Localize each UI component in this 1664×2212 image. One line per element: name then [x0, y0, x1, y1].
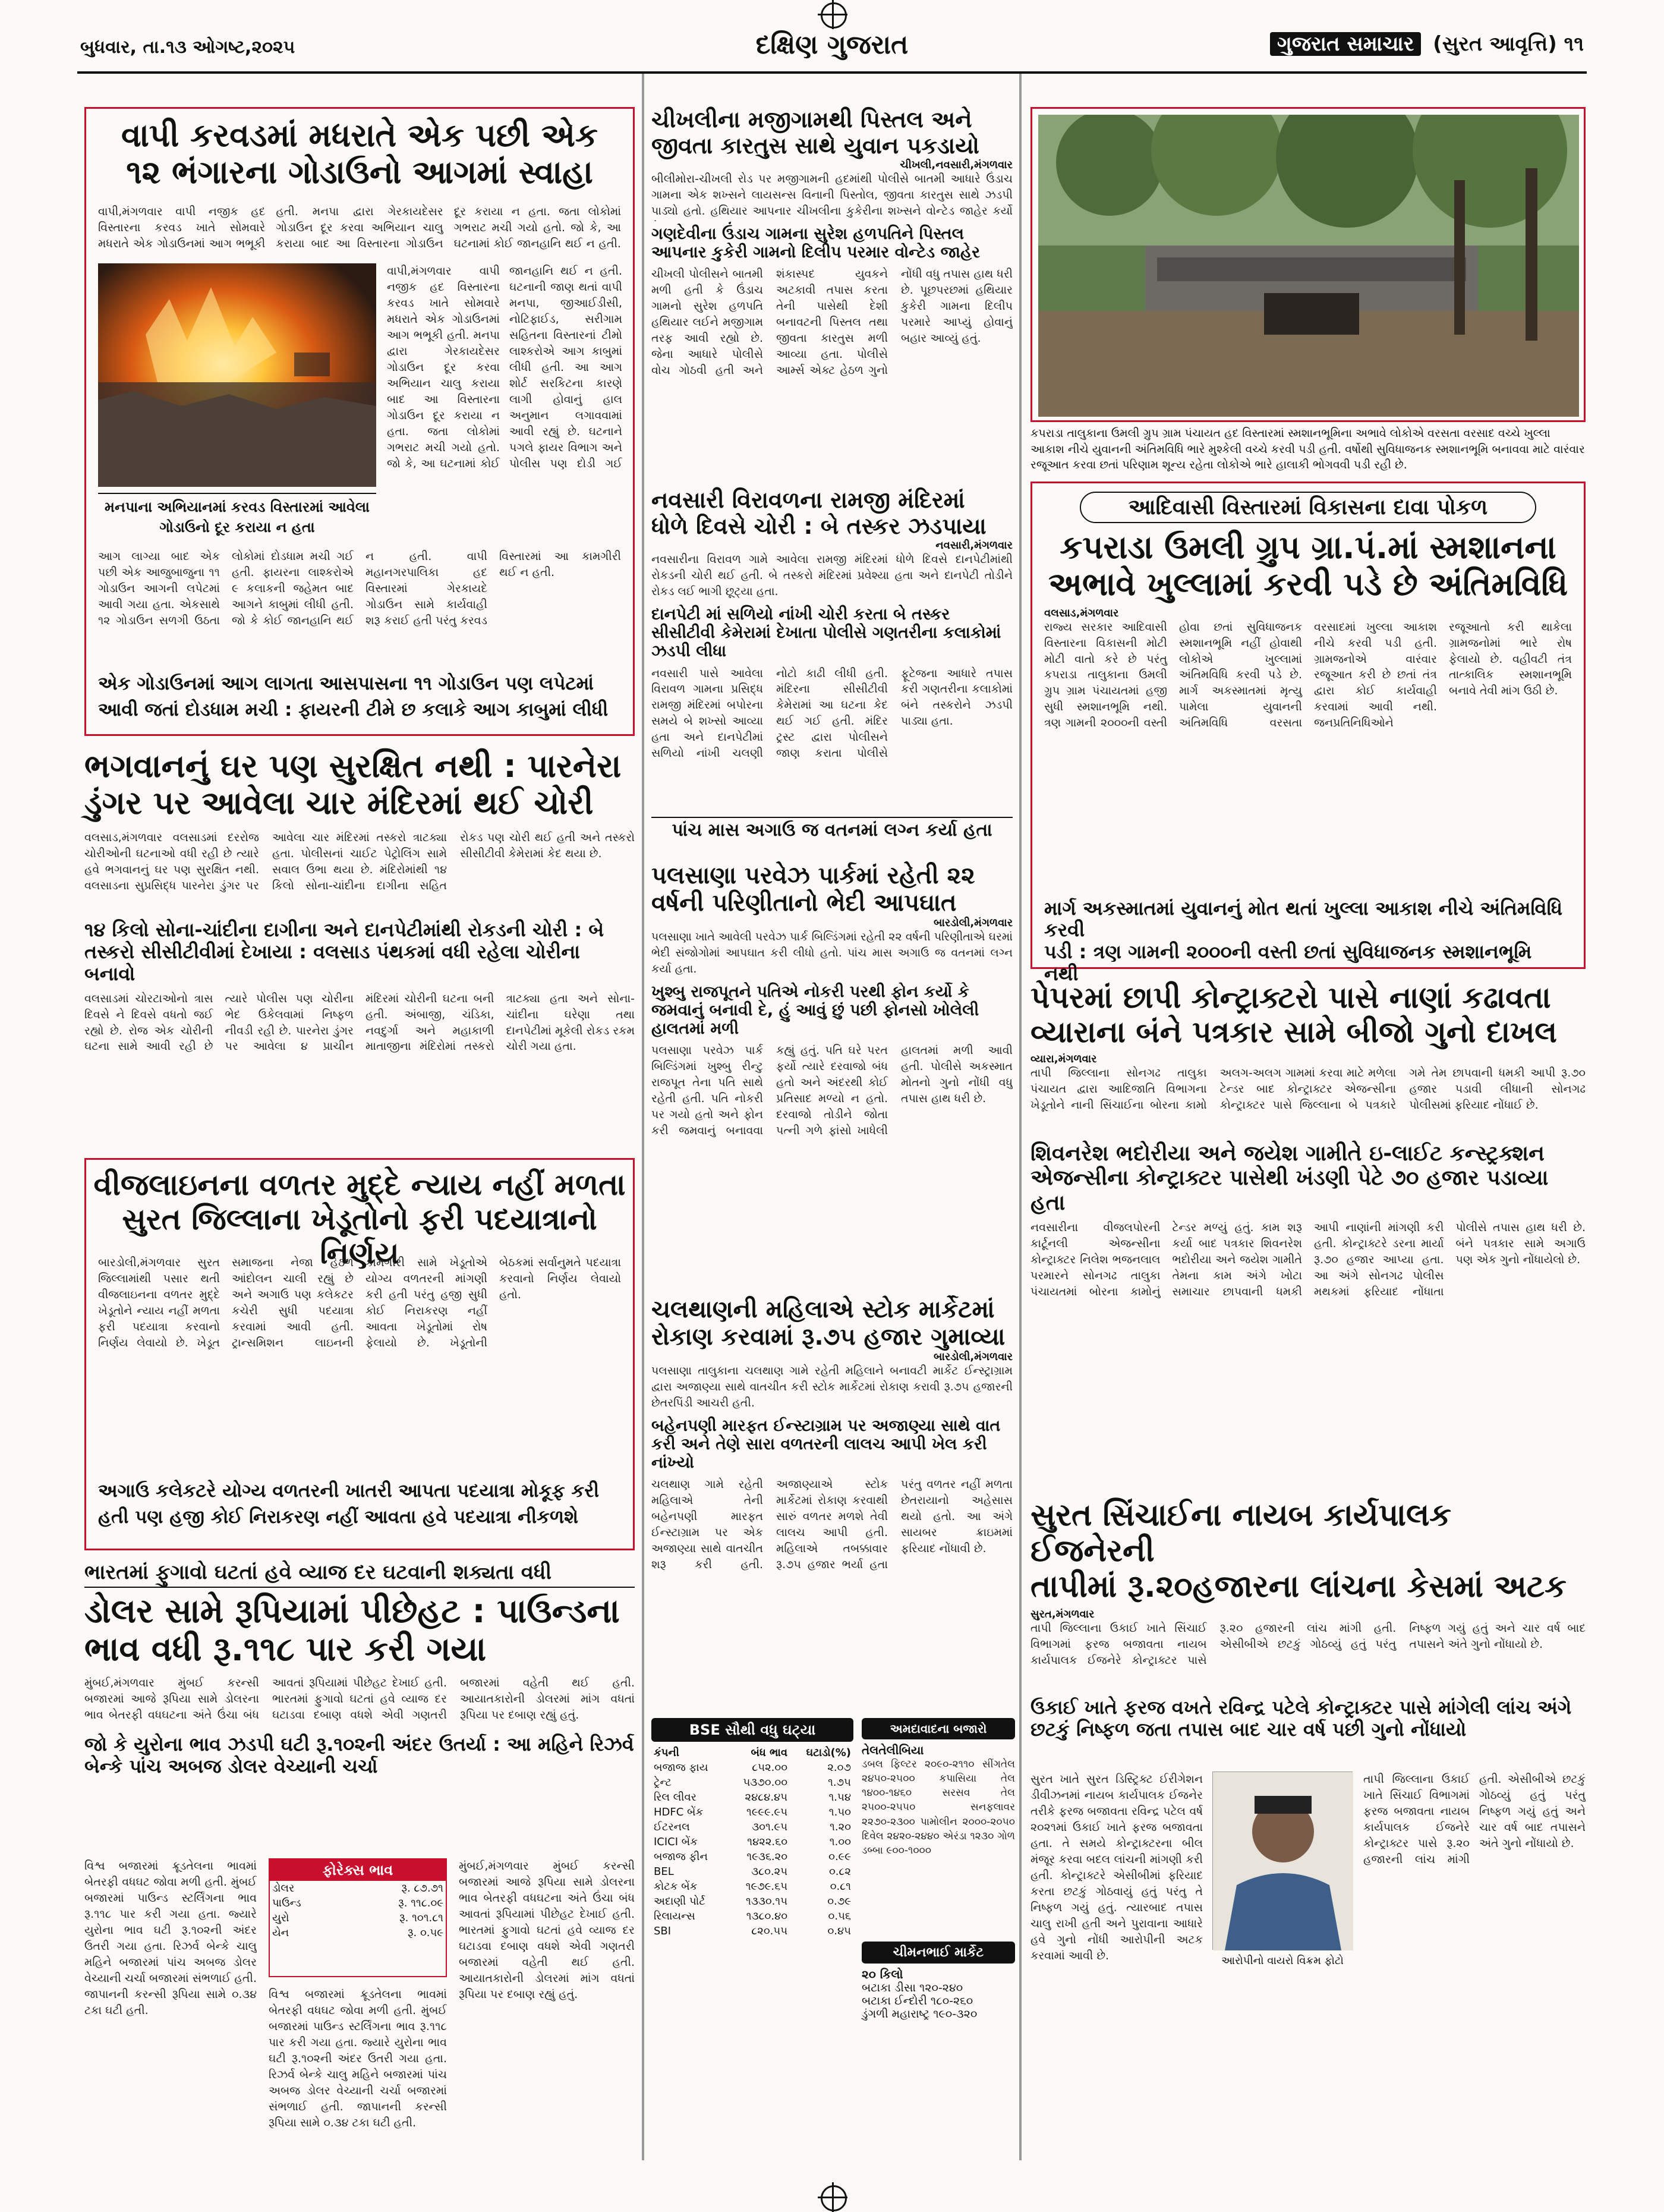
vapi-subhead-1: એક ગોડાઉનમાં આગ લાગતા આસપાસના ૧૧ ગોડાઉન પણ લપેટમાં — [98, 673, 594, 694]
kaprada-subhead-2: પડી : ત્રણ ગામની ૨૦૦૦ની વસ્તી છતાં સુવિધાજનક સ્મશાનભૂમિ નથી — [1044, 940, 1532, 985]
navsari-temple-story — [651, 487, 1013, 856]
navsari-headline-1: નવસારી વિરાવળના રામજી મંદિરમાં — [651, 487, 965, 513]
temple-body-2: વલસાડમાં ચોરટાઓનો ત્રાસ દિવસે ને દિવસે વધતો જઈ રહ્યો છે. રોજ એક ચોરીની ઘટના સામે આવી રહી છે ત્યારે પોલીસ પણ ચોરીના ભેદ ઉકેલવામાં નિષ્ફળ નીવડી રહી છે. પારનેરા ડુંગર પર આવેલા ૪ પ્રાચીન મંદિરમાં ચોરીની ઘટના બની હતી. અંબાજી, ચંડિકા, નવદુર્ગા અને મહાકાળી માતાજીના મંદિરોમાં તસ્કરો ત્રાટક્યા હતા અને સોના-ચાંદીના ઘરેણા તથા દાનપેટીમાં મૂકેલી રોકડ રકમ ચોરી ગયા હતા. — [84, 992, 635, 1053]
bse-cell-company: BEL — [654, 1865, 674, 1878]
bse-row — [651, 1864, 853, 1879]
bse-cell-company: HDFC બેંક — [654, 1806, 704, 1818]
pistol-dateline: ચીખલી,નવસારી,મંગળવાર — [900, 159, 1013, 172]
chalthan-headline-1: ચલથાણની મહિલાએ સ્ટોક માર્કેટમાં — [651, 1296, 995, 1323]
chiman-row: બટાકા ડીસા ૧૨૦-૨૪૦ — [862, 1981, 963, 1994]
bse-cell-company: SBI — [654, 1925, 672, 1937]
chalthan-body-2: ચલથાણ ગામે રહેતી મહિલાએ તેની બહેનપણી મારફત ઈન્સ્ટાગ્રામ પર એક અજાણ્યા સાથે વાતચીત શરૂ કરી હતી. અજાણ્યાએ સ્ટોક માર્કેટમાં રોકાણ કરવાથી સારું વળતર મળશે તેવી લાલચ આપી હતી. મહિલાએ તબક્કાવાર રૂ.૭૫ હજાર ભર્યા હતા પરંતુ વળતર નહીં મળતા છેતરાયાનો અહેસાસ થયો હતો. આ અંગે સાયબર ક્રાઇમમાં ફરિયાદ નોંધાવી છે. — [651, 1478, 1013, 1571]
bse-cell-company: બજાજ ફાય — [654, 1761, 708, 1774]
fire-photo-caption: મનપાના અભિયાનમાં કરવડ વિસ્તારમાં આવેલા ગોડાઉનો દૂર કરાયા ન હતા — [98, 493, 376, 537]
bse-cell-close: ૮૫૨.૦૦ — [752, 1761, 788, 1774]
bse-cell-close: ૧૪૨૨.૬૦ — [747, 1836, 788, 1848]
bse-cell-drop: ૦.૯૯ — [828, 1851, 851, 1863]
irrigation-dateline: સુરત,મંગળવાર — [1030, 1608, 1095, 1621]
rupee-headline-2: ભાવ વધી રૂ.૧૧૮ પાર કરી ગયા — [84, 1630, 487, 1669]
bse-cell-company: ટ્રેન્ટ — [654, 1776, 672, 1789]
bse-cell-drop: ૦.૫૬ — [828, 1910, 851, 1922]
bse-cell-drop: ૧.૦૦ — [829, 1836, 851, 1848]
forex-rate: રૂ. ૧૧૮.૦૯ — [398, 1897, 443, 1909]
kaprada-photo-box — [1030, 107, 1586, 422]
journalist-subhead-2: એજન્સીના કોન્ટ્રાક્ટર પાસેથી ખંડણી પેટે ૭૦ હજાર પડાવ્યા હતા — [1030, 1166, 1549, 1215]
forex-rate: રૂ. ૮૭.૭૧ — [401, 1882, 443, 1895]
bse-cell-drop: ૧.૫૦ — [828, 1806, 851, 1818]
temple-subhead: ૧૪ કિલો સોના-ચાંદીના દાગીના અને દાનપેટીમાંથી રોકડની ચોરી : બે તસ્કરો સીસીટીવીમાં દેખાયા : વલસાડ પંથકમાં વધી રહેલા ચોરીના બનાવો — [84, 918, 604, 985]
kaprada-subhead-1: માર્ગ અકસ્માતમાં યુવાનનું મોત થતાં ખુલ્લા આકાશ નીચે અંતિમવિધિ કરવી — [1044, 896, 1563, 942]
edition-label: (સુરત આવૃત્તિ) — [1433, 32, 1557, 56]
bse-cell-close: ૩૦૧.૯૫ — [752, 1821, 788, 1833]
forex-title: ફોરેક્સ ભાવ — [270, 1859, 446, 1881]
bse-col-close: બંધ ભાવ — [751, 1747, 788, 1759]
bse-table — [651, 1745, 853, 1939]
palsana-subhead: ખુશ્બુ રાજપૂતને પતિએ નોકરી પરથી ફોન કર્યો કે જમવાનું બનાવી દે, હું આવું છું પછી ફોનસો ખોલેલી હાલતમાં મળી — [651, 983, 979, 1039]
pistol-subhead: ગણદેવીના ઉંડાચ ગામના સુરેશ હળપતિને પિસ્તલ આપનાર કુકેરી ગામનો દિલીપ પરમાર વોન્ટેડ જાહેર — [651, 225, 981, 262]
chiman-market-title: ચીમનભાઈ માર્કેટ — [862, 1942, 1015, 1964]
bse-row — [651, 1835, 853, 1849]
powerline-farmers-story — [84, 1158, 635, 1550]
powerline-headline-2: સુરત જિલ્લાના ખેડૂતોનો ફરી પદયાત્રાનો નિર્ણય — [122, 1201, 597, 1270]
navsari-kicker: પાંચ માસ અગાઉ જ વતનમાં લગ્ન કર્યા હતા — [651, 817, 1013, 841]
vapi-body-1: વાપી,મંગળવાર વાપી નજીક હદ વિસ્તારના કરવડ ખાતે સોમવારે મધરાતે એક ગોડાઉનમાં આગ ભભૂકી હતી. મનપા દ્વારા ગેરકાયદેસર ગોડાઉન દૂર કરવા અભિયાન ચાલુ કરાયા બાદ આ વિસ્તારના ગોડાઉન દૂર કરાયા ન હતા. જતા લોકોમાં ગભરાટ મચી ગયો હતો. જો કે, આ ઘટનામાં કોઈ જાનહાનિ થઈ ન હતી. — [98, 205, 621, 250]
bse-header-row — [651, 1745, 853, 1760]
forex-box — [269, 1858, 447, 1977]
kaprada-story — [1030, 482, 1586, 985]
chiman-row: ડુંગળી મહારાષ્ટ્ર ૧૯૦-૩૨૦ — [862, 2008, 978, 2021]
issue-date: બુધવાર, તા.૧૩ ઓગષ્ટ,૨૦૨૫ — [80, 37, 295, 58]
bse-cell-close: ૩૮૦.૨૫ — [751, 1865, 788, 1878]
irrigation-headline-1: સુરત સિંચાઈના નાયબ કાર્યપાલક ઈજનેરની — [1030, 1497, 1452, 1569]
bse-cell-close: ૫૩૭૦.૦૦ — [743, 1776, 788, 1789]
rupee-body-2: વિશ્વ બજારમાં ક્રૂડતેલના ભાવમાં બેતરફી વધઘટ જોવા મળી હતી. મુંબઈ બજારમાં પાઉન્ડ સ્ટર્લિંગના ભાવ રૂ.૧૧૮ પાર કરી ગયા હતા. જ્યારે યુરોના ભાવ ઘટી રૂ.૧૦૨ની અંદર ઉતરી ગયા હતા. રિઝર્વ બેન્કે ચાલુ મહિને બજારમાં પાંચ અબજ ડોલર વેચ્યાની ચર્ચા બજારમાં સંભળાઈ હતી. જાપાનની કરન્સી રૂપિયા સામે ૦.૩૪ ટકા ઘટી હતી. — [84, 1859, 257, 2017]
forex-rate: રૂ. ૦.૫૯ — [407, 1927, 443, 1939]
bse-row — [651, 1849, 853, 1864]
powerline-headline-1: વીજલાઇનના વળતર મુદ્દે ન્યાય નહીં મળતા — [93, 1168, 626, 1202]
bse-cell-drop: ૦.૮૧ — [830, 1880, 851, 1893]
journalist-extortion-story — [1030, 981, 1586, 1486]
journalist-subhead-1: શિવનરેશ ભદોરીયા અને જયેશ ગામીતે ઇ-લાઈટ કન્સ્ટ્રક્શન — [1030, 1141, 1545, 1166]
bse-cell-company: ICICI બેંક — [654, 1836, 698, 1848]
chalthan-body-1: પલસાણા તાલુકાના ચલથાણ ગામે રહેતી મહિલાને બનાવટી માર્કેટ ઈન્સ્ટ્રાગ્રામ દ્વારા અજાણ્યા સાથે વાતચીત કરી સ્ટોક માર્કેટમાં રોકાણ કરાવી રૂ.૭૫ હજારની છેતરપિંડી આચરી હતી. — [651, 1364, 1013, 1409]
bse-cell-company: કોટક બેંક — [654, 1880, 698, 1893]
irrigation-body-3: તાપી જિલ્લાના ઉકાઈ ખાતે સિંચાઈ વિભાગમાં ફરજ બજાવતા નાયબ કાર્યપાલક ઈજનેરે કોન્ટ્રાક્ટર પાસે રૂ.૨૦ હજારની લાંચ માંગી હતી. એસીબીએ છટકું ગોઠવ્યું હતું પરંતુ નિષ્ફળ ગયું હતું અને ચાર વર્ષ બાદ તપાસને અંતે ગુનો નોંધાયો છે. — [1363, 1773, 1586, 1866]
page-number: ૧૧ — [1564, 32, 1584, 56]
bse-cell-company: અદાણી પોર્ટ — [654, 1895, 705, 1908]
section-title: દક્ષિણ ગુજરાત — [755, 30, 909, 60]
navsari-body-2: નવસારી પાસે આવેલા વિરાવળ ગામના પ્રસિદ્ધ રામજી મંદિરમાં બપોરના સમયે બે શખ્સો આવ્યા હતા અને દાનપેટીમાં સળિયો નાંખી ચલણી નોટો કાઢી લીધી હતી. મંદિરના સીસીટીવી કેમેરામાં આ ઘટના કેદ થઈ ગઈ હતી. મંદિર ટ્રસ્ટ દ્વારા પોલીસને જાણ કરાતા પોલીસે ફૂટેજના આધારે તપાસ કરી ગણતરીના કલાકોમાં બંને તસ્કરોને ઝડપી પાડ્યા હતા. — [651, 666, 1013, 760]
cremation-photo-caption: કપરાડા તાલુકાના ઉમલી ગ્રુપ ગ્રામ પંચાયત હદ વિસ્તારમાં સ્મશાનભૂમિના અભાવે લોકોએ વરસતા વરસાદ વચ્ચે ખુલ્લા આકાશ નીચે યુવાનની અંતિમવિધિ ભારે મુશ્કેલી વચ્ચે કરવી પડી હતી. વર્ષોથી સુવિધાજનક સ્મશાનભૂમિ બનાવવા માટે વારંવાર રજૂઆત કરવા છતાં પરિણામ શૂન્ય રહેતા લોકોએ ભારે હાલાકી ભોગવવી પડી રહી છે. — [1030, 427, 1585, 472]
brand-logo: ગુજરાત સમાચાર — [1270, 32, 1421, 56]
bse-row — [651, 1775, 853, 1790]
palsana-body-2: પલસાણા પરવેઝ પાર્ક બિલ્ડિંગમાં ખુશ્બુ રીન્ટુ રાજપૂત તેના પતિ સાથે રહેતી હતી. પતિ નોકરી પર ગયો હતો અને ફોન કરી જમવાનું બનાવવા કહ્યું હતું. પતિ ઘરે પરત ફર્યો ત્યારે દરવાજો બંધ હતો અને અંદરથી કોઈ પ્રતિસાદ મળ્યો ન હતો. દરવાજો તોડીને જોતા પત્ની ગળે ફાંસો ખાધેલી હાલતમાં મળી આવી હતી. પોલીસે અકસ્માત મોતનો ગુનો નોંધી વધુ તપાસ હાથ ધરી છે. — [651, 1044, 1013, 1137]
journalist-body-2: નવસારીના વીજલપોરની કાર્ટૂનલી એજન્સીના કોન્ટ્રાક્ટર નિલેશ ભજનલાલ પરમારને સોનગઢ તાલુકા પંચાયતમાં બોરના કામોનું ટેન્ડર મળ્યું હતું. કામ શરૂ કર્યા બાદ પત્રકાર શિવનરેશ ભદોરીયા અને જયેશ ગામીતે તેમના કામ અંગે ખોટા સમાચાર છાપવાની ધમકી આપી નાણાંની માંગણી કરી હતી. કોન્ટ્રાક્ટરે ડરના માર્યા રૂ.૭૦ હજાર આપ્યા હતા. આ અંગે સોનગઢ પોલીસ મથકમાં ફરિયાદ નોંધાતા પોલીસે તપાસ હાથ ધરી છે. બંને પત્રકાર સામે અગાઉ પણ એક ગુનો નોંધાયેલો છે. — [1030, 1221, 1586, 1299]
oilseeds-rates: ડબલ ફિલ્ટર ૨૦૯૦-૨૧૧૦ સીંગતેલ ૨૪૫૦-૨૫૦૦ કપાસિયા તેલ ૧૪૦૦-૧૪૬૦ સરસવ તેલ ૨૫૦૦-૨૫૫૦ સનફલાવર ૨૨૭૦-૨૩૦૦ પામોલીન ૨૦૦૦-૨૦૫૦ દિવેલ ૨૪૨૦-૨૪૪૦ એરંડા ૧૨૩૦ ગોળ ડબ્બા ૯૦૦-૧૦૦૦ — [862, 1758, 1015, 1857]
navsari-headline-2: ધોળે દિવસે ચોરી : બે તસ્કર ઝડપાયા — [651, 512, 987, 539]
bse-row — [651, 1820, 853, 1835]
chalthan-dateline: બારડોલી,મંગળવાર — [934, 1351, 1013, 1363]
chiman-unit: ૨૦ કિલો — [862, 1967, 903, 1981]
bse-cell-drop: ૦.૭૯ — [827, 1895, 851, 1908]
column-rule-2 — [1019, 74, 1022, 2160]
paper-brand — [1270, 32, 1584, 56]
bse-cell-close: ૨૪૮૪.૪૫ — [745, 1791, 788, 1804]
kaprada-headline-2: અભાવે ખુલ્લામાં કરવી પડે છે અંતિમવિધિ — [1048, 565, 1568, 603]
bse-cell-drop: ૧.૨૦ — [830, 1821, 851, 1833]
forex-rate: રૂ. ૧૦૧.૮૧ — [399, 1912, 443, 1924]
bse-cell-close: ૧૯૩૬.૨૦ — [746, 1851, 788, 1863]
journalist-body-1: તાપી જિલ્લાના સોનગઢ તાલુકા પંચાયત દ્વારા આદિજાતિ વિભાગના ખેડૂતોને નાની સિંચાઈના બોરના કામો અલગ-અલગ ગામમાં કરવા માટે મળેલા ટેન્ડર બાદ કોન્ટ્રાક્ટર એજન્સીના કોન્ટ્રાક્ટર પાસે જિલ્લાના બે પત્રકારે ગમે તેમ છાપવાની ધમકી આપી રૂ.૭૦ હજાર પડાવી લીધાની સોનગઢ પોલીસમાં ફરિયાદ નોંધાઈ છે. — [1030, 1066, 1586, 1112]
temple-headline-1: ભગવાનનું ઘર પણ સુરક્ષિત નથી : પારનેરા — [84, 747, 622, 785]
forex-row — [270, 1881, 446, 1896]
forex-currency: યુરો — [272, 1912, 289, 1924]
irrigation-headline-2: તાપીમાં રૂ.૨૦હજારના લાંચના કેસમાં અટક — [1030, 1568, 1567, 1604]
cremation-photo — [1038, 115, 1579, 417]
forex-currency: પાઉન્ડ — [272, 1897, 301, 1909]
navsari-body-1: નવસારીના વિરાવળ ગામે આવેલા રામજી મંદિરમાં ધોળે દિવસે દાનપેટીમાંથી રોકડની ચોરી થઈ હતી. બે તસ્કરો મંદિરમાં પ્રવેશ્યા હતા અને દાનપેટી તોડીને રોકડ લઈ ભાગી છૂટ્યા હતા. — [651, 553, 1013, 599]
kaprada-headline-1: કપરાડા ઉમલી ગ્રુપ ગ્રા.પં.માં સ્મશાનના — [1060, 528, 1556, 567]
journalist-dateline: વ્યારા,મંગળવાર — [1030, 1053, 1097, 1065]
kaprada-kicker: આદિવાસી વિસ્તારમાં વિકાસના દાવા પોકળ — [1080, 492, 1536, 523]
chalthan-story — [651, 1296, 1013, 1712]
palsana-story — [651, 862, 1013, 1290]
powerline-subhead-2: હતી પણ હજી કોઈ નિરાકરણ નહીં આવતા હવે પદયાત્રા નીકળશે — [98, 1506, 579, 1528]
accused-photo-caption: આરોપીનો વાયરો વિક્રમ ફોટો — [1221, 1955, 1344, 1967]
vapi-fire-story — [84, 107, 635, 736]
vapi-headline-1: વાપી કરવડમાં મધરાતે એક પછી એક — [121, 117, 598, 154]
registration-mark-bottom — [821, 2185, 847, 2211]
registration-mark-top — [821, 2, 847, 29]
kaprada-body: રાજ્ય સરકાર આદિવાસી વિસ્તારના વિકાસની મોટી મોટી વાતો કરે છે પરંતુ કપરાડા તાલુકાના ઉમલી ગ્રુપ ગ્રામ પંચાયતમાં હજી સુધી સ્મશાનભૂમિ નથી. ત્રણ ગામની ૨૦૦૦ની વસ્તી હોવા છતાં સુવિધાજનક સ્મશાનભૂમિ નહીં હોવાથી લોકોએ ખુલ્લામાં અંતિમવિધિ કરવી પડે છે. માર્ગ અકસ્માતમાં મૃત્યુ પામેલા યુવાનની અંતિમવિધિ વરસતા વરસાદમાં ખુલ્લા આકાશ નીચે કરવી પડી હતી. ગ્રામજનોએ વારંવાર રજૂઆત કરી છે છતાં તંત્ર દ્વારા કોઈ કાર્યવાહી કરવામાં આવી નથી. જનપ્રતિનિધિઓને રજૂઆતો કરી થાકેલા ગ્રામજનોમાં ભારે રોષ ફેલાયો છે. વહીવટી તંત્ર તાત્કાલિક સ્મશાનભૂમિ બનાવે તેવી માંગ ઉઠી છે. — [1044, 620, 1572, 730]
bse-row — [651, 1790, 853, 1805]
powerline-body: બારડોલી,મંગળવાર સુરત જિલ્લામાંથી પસાર થતી વીજલાઇનના વળતર મુદ્દે ખેડૂતોને ન્યાય નહીં મળતા ફરી પદયાત્રા કરવાનો નિર્ણય લેવાયો છે. ખેડૂત સમાજના નેજા હેઠળ આંદોલન ચાલી રહ્યું છે અને અગાઉ પણ કલેકટર કચેરી સુધી પદયાત્રા કરવામાં આવી હતી. ટ્રાન્સમિશન લાઇનની કામગીરી સામે ખેડૂતોએ યોગ્ય વળતરની માંગણી કરી હતી પરંતુ હજી સુધી કોઈ નિરાકરણ નહીં આવતા ખેડૂતોમાં રોષ ફેલાયો છે. ખેડૂતોની બેઠકમાં સર્વાનુમતે પદયાત્રા કરવાનો નિર્ણય લેવાયો હતો. — [98, 1256, 621, 1349]
temple-theft-story — [84, 748, 635, 1158]
forex-currency: ડોલર — [272, 1882, 295, 1895]
ahmedabad-title: અમદાવાદના બજારો — [862, 1718, 1015, 1739]
vapi-body-2: આગ લાગ્યા બાદ એક પછી એક આજુબાજુના ૧૧ ગોડાઉન આગની લપેટમાં આવી ગયા હતા. એકસાથે ૧૨ ગોડાઉન સળગી ઉઠતા લોકોમાં દોડધામ મચી ગઈ હતી. ફાયરના લાશ્કરોએ ૯ કલાકની જહેમત બાદ આગને કાબુમાં લીધી હતી. જો કે કોઈ જાનહાનિ થઈ ન હતી. વાપી મહાનગરપાલિકા હદ વિસ્તારમાં ગેરકાયદે ગોડાઉન સામે કાર્યવાહી શરૂ કરાઈ હતી પરંતુ કરવડ વિસ્તારમાં આ કામગીરી થઈ ન હતી. — [98, 550, 621, 627]
powerline-subhead-1: અગાઉ કલેકટરે યોગ્ય વળતરની ખાતરી આપતા પદયાત્રા મોકૂફ કરી — [98, 1480, 600, 1502]
pistol-body-2: ચીખલી પોલીસને બાતમી મળી હતી કે ઉંડાચ ગામનો સુરેશ હળપતિ હથિયાર લઈને મજીગામ તરફ આવી રહ્યો છે. જેના આધારે પોલીસે વોચ ગોઠવી હતી અને શંકાસ્પદ યુવકને અટકાવી તપાસ કરતા તેની પાસેથી દેશી બનાવટની પિસ્તલ તથા જીવતા કારતુસ મળી આવ્યા હતા. પોલીસે આર્મ્સ એક્ટ હેઠળ ગુનો નોંધી વધુ તપાસ હાથ ધરી છે. પૂછપરછમાં હથિયાર કુકેરી ગામના દિલીપ પરમારે આપ્યું હોવાનું બહાર આવ્યું હતું. — [651, 268, 1013, 377]
palsana-headline-1: પલસાણા પરવેઝ પાર્કમાં રહેતી ૨૨ — [651, 862, 975, 889]
irrigation-subhead: ઉકાઈ ખાતે ફરજ વખતે રવિન્દ્ર પટેલે કોન્ટ્રાક્ટર પાસે માંગેલી લાંચ અંગે છટકું નિષ્ફળ જતા તપાસ બાદ ચાર વર્ષ પછી ગુનો નોંધાયો — [1030, 1696, 1572, 1741]
bse-cell-close: ૧૩૩૦.૧૫ — [746, 1895, 788, 1908]
forex-row — [270, 1911, 446, 1925]
rupee-headline-1: ડોલર સામે રૂપિયામાં પીછેહટ : પાઉન્ડના — [84, 1592, 620, 1631]
vapi-headline-2: ૧૨ ભંગારના ગોડાઉનો આગમાં સ્વાહા — [126, 153, 593, 191]
bse-cell-drop: ૨.૦૭ — [827, 1761, 851, 1774]
forex-table — [270, 1881, 446, 1940]
bse-cell-drop: ૧.૫૪ — [828, 1791, 851, 1804]
palsana-dateline: બારડોલી,મંગળવાર — [934, 917, 1013, 929]
bse-col-company: કંપની — [654, 1747, 679, 1759]
bse-cell-company: રિલ લીવર — [654, 1791, 697, 1804]
rupee-body-3: મુંબઈ,મંગળવાર મુંબઈ કરન્સી બજારમાં આજે રૂપિયા સામે ડોલરના ભાવ બેતરફી વધઘટના અંતે ઉંચા બંધ આવતાં રૂપિયામાં પીછેહટ દેખાઈ હતી. ભારતમાં ફુગાવો ઘટતાં હવે વ્યાજ દર ઘટાડવા દબાણ વધશે એવી ગણતરી બજારમાં વહેતી થઈ હતી. આયાતકારોની ડોલરમાં માંગ વધતાં રૂપિયા પર દબાણ રહ્યું હતું. — [459, 1859, 635, 2001]
bse-row — [651, 1805, 853, 1820]
bse-cell-close: ૧૯૭૯.૬૫ — [745, 1880, 788, 1893]
fire-photo — [98, 263, 376, 487]
chalthan-headline-2: રોકાણ કરવામાં રૂ.૭૫ હજાર ગુમાવ્યા — [651, 1323, 1006, 1351]
bse-row — [651, 1924, 853, 1939]
pistol-story — [651, 107, 1013, 487]
masthead-rule — [77, 71, 1587, 74]
rupee-subhead: જો કે યુરોના ભાવ ઝડપી ઘટી રૂ.૧૦૨ની અંદર ઉતર્યા : આ મહિને રિઝર્વ બેન્કે પાંચ અબજ ડોલર વેચ્યાની ચર્ચા — [84, 1732, 634, 1777]
kaprada-dateline: વલસાડ,મંગળવાર — [1044, 606, 1119, 619]
accused-photo — [1212, 1772, 1353, 1950]
bse-cell-drop: ૦.૪૫ — [827, 1925, 851, 1937]
rupee-story — [84, 1561, 635, 2156]
bse-cell-close: ૧૩૮૦.૪૦ — [746, 1910, 788, 1922]
bse-cell-drop: ૧.૭૫ — [828, 1776, 851, 1789]
irrigation-bribery-story — [1030, 1498, 1586, 2158]
bse-cell-company: બજાજ ફીન — [654, 1851, 708, 1863]
chalthan-subhead: બહેનપણી મારફત ઈન્સ્ટાગ્રામ પર અજાણ્યા સાથે વાત કરી અને તેણે સારા વળતરની લાલચ આપી ખેલ કરી નાંખ્યો — [651, 1417, 1001, 1472]
bse-box — [651, 1718, 853, 2158]
bse-cell-company: રિલાયન્સ — [654, 1910, 695, 1922]
forex-row — [270, 1925, 446, 1940]
vapi-subhead-2: આવી જતાં દોડધામ મચી : ફાયરની ટીમે છ કલાકે આગ કાબુમાં લીધી — [98, 699, 609, 720]
palsana-headline-2: વર્ષની પરિણીતાનો ભેદી આપઘાત — [651, 889, 957, 917]
irrigation-body-1: તાપી જિલ્લાના ઉકાઈ ખાતે સિંચાઈ વિભાગમાં ફરજ બજાવતા નાયબ કાર્યપાલક ઈજનેરે કોન્ટ્રાક્ટર પાસે રૂ.૨૦ હજારની લાંચ માંગી હતી. એસીબીએ છટકું ગોઠવ્યું હતું પરંતુ નિષ્ફળ ગયું હતું અને ચાર વર્ષ બાદ તપાસને અંતે ગુનો નોંધાયો છે. — [1030, 1622, 1586, 1667]
bse-cell-close: ૮૨૦.૫૫ — [751, 1925, 788, 1937]
bse-cell-drop: ૦.૮૨ — [828, 1865, 851, 1878]
oilseeds-label: તેલતેલીબિયા — [862, 1743, 924, 1757]
irrigation-body-2: સુરત ખાતે સુરત ડિસ્ટ્રિક્ટ ઈરીગેશન ડીવીઝનમાં નાયબ કાર્યપાલક ઈજનેર તરીકે ફરજ બજાવતા રવિન્દ્ર પટેલ વર્ષ ૨૦૨૧માં ઉકાઈ ખાતે ફરજ બજાવતા હતા. તે સમયે કોન્ટ્રાક્ટરના બીલ મંજૂર કરવા બદલ લાંચની માંગણી કરી હતી. કોન્ટ્રાક્ટરે એસીબીમાં ફરિયાદ કરતા છટકું ગોઠવાયું હતું પરંતુ તે નિષ્ફળ ગયું હતું. ત્યારબાદ તપાસ ચાલુ રાખી હતી અને પુરાવાના આધારે હવે ગુનો નોંધી આરોપીની અટક કરવામાં આવી છે. — [1030, 1773, 1203, 1962]
ahmedabad-market-box — [862, 1718, 1015, 2158]
bse-cell-company: ઈટરનલ — [654, 1821, 690, 1833]
bse-row — [651, 1879, 853, 1894]
bse-row — [651, 1760, 853, 1775]
forex-row — [270, 1896, 446, 1911]
rupee-body-1: મુંબઈ,મંગળવાર મુંબઈ કરન્સી બજારમાં આજે રૂપિયા સામે ડોલરના ભાવ બેતરફી વધઘટના અંતે ઉંચા બંધ આવતાં રૂપિયામાં પીછેહટ દેખાઈ હતી. ભારતમાં ફુગાવો ઘટતાં હવે વ્યાજ દર ઘટાડવા દબાણ વધશે એવી ગણતરી બજારમાં વહેતી થઈ હતી. આયાતકારોની ડોલરમાં માંગ વધતાં રૂપિયા પર દબાણ રહ્યું હતું. — [84, 1676, 635, 1722]
bse-title: BSE સૌથી વધુ ઘટ્યા — [651, 1718, 853, 1742]
navsari-dateline: નવસારી,મંગળવાર — [935, 539, 1013, 552]
temple-headline-2: ડુંગર પર આવેલા ચાર મંદિરમાં થઈ ચોરી — [84, 784, 594, 822]
palsana-body-1: પલસાણા ખાતે આવેલી પરવેઝ પાર્ક બિલ્ડિંગમાં રહેતી ૨૨ વર્ષની પરિણીતાએ ઘરમાં ભેદી સંજોગોમાં આપઘાત કરી લીધો હતો. પાંચ માસ અગાઉ જ વતનમાં લગ્ન કર્યા હતા. — [651, 930, 1013, 976]
column-rule-1 — [642, 74, 644, 2160]
journalist-headline-1: પેપરમાં છાપી કોન્ટ્રાક્ટરો પાસે નાણાં કઢાવતા — [1030, 980, 1551, 1015]
temple-body-1: વલસાડ,મંગળવાર વલસાડમાં દરરોજ ચોરીઓની ઘટનાઓ વધી રહી છે ત્યારે હવે ભગવાનનું ઘર પણ સુરક્ષિત નથી. વલસાડના સુપ્રસિદ્ધ પારનેરા ડુંગર પર આવેલા ચાર મંદિરમાં તસ્કરો ત્રાટક્યા હતા. પોલીસનાં ચાઈટ પેટ્રોલિંગ સામે સવાલ ઉભા થયા છે. મંદિરોમાંથી ૧૪ કિલો સોના-ચાંદીના દાગીના સહિત રોકડ પણ ચોરી થઈ હતી અને તસ્કરો સીસીટીવી કેમેરામાં કેદ થયા છે. — [84, 831, 635, 893]
forex-currency: યેન — [272, 1927, 289, 1939]
bse-row — [651, 1894, 853, 1909]
journalist-headline-2: વ્યારાના બંને પત્રકાર સામે બીજો ગુનો દાખલ — [1030, 1014, 1558, 1049]
pistol-headline-1: ચીખલીના મજીગામથી પિસ્તલ અને — [651, 106, 972, 133]
bse-col-drop: ઘટાડો(%) — [806, 1747, 851, 1759]
navsari-subhead: દાનપેટી માં સળિયો નાંખી ચોરી કરતા બે તસ્કર સીસીટીવી કેમેરામાં દેખાતા પોલીસે ગણતરીના કલાકોમાં ઝડપી લીધા — [651, 605, 1001, 661]
bse-row — [651, 1909, 853, 1924]
pistol-body-1: બીલીમોરા-ચીખલી રોડ પર મજીગામની હદમાંથી પોલીસે બાતમી આધારે ઉંડાચ ગામના એક શખ્સને લાયસન્સ વિનાની પિસ્તોલ, જીવતા કારતુસ સાથે ઝડપી પાડ્યો હતો. હથિયાર આપનાર ચીખલીના કુકેરીના શખ્સને વોન્ટેડ જાહેર કર્યો — [651, 172, 1013, 218]
rupee-body-4: વિશ્વ બજારમાં ક્રૂડતેલના ભાવમાં બેતરફી વધઘટ જોવા મળી હતી. મુંબઈ બજારમાં પાઉન્ડ સ્ટર્લિંગના ભાવ રૂ.૧૧૮ પાર કરી ગયા હતા. જ્યારે યુરોના ભાવ ઘટી રૂ.૧૦૨ની અંદર ઉતરી ગયા હતા. રિઝર્વ બેન્કે ચાલુ મહિને બજારમાં પાંચ અબજ ડોલર વેચ્યાની ચર્ચા બજારમાં સંભળાઈ હતી. જાપાનની કરન્સી રૂપિયા સામે ૦.૩૪ ટકા ઘટી હતી. — [269, 1988, 447, 2129]
bse-cell-close: ૧૯૯૯.૯૫ — [746, 1806, 788, 1818]
chiman-row: બટાકા ઈન્દોરી ૧૮૦-૨૬૦ — [862, 1994, 973, 2008]
vapi-body-side: વાપી,મંગળવાર વાપી નજીક હદ વિસ્તારના કરવડ ખાતે સોમવારે મધરાતે એક ગોડાઉનમાં આગ ભભૂકી હતી. મનપા દ્વારા ગેરકાયદેસર ગોડાઉન દૂર કરવા અભિયાન ચાલુ કરાયા બાદ આ વિસ્તારના ગોડાઉન દૂર કરાયા ન હતા. જતા લોકોમાં ગભરાટ મચી ગયો હતો. જો કે, આ ઘટનામાં કોઈ જાનહાનિ થઈ ન હતી. ઘટનાની જાણ થતાં વાપી મનપા, જીઆઈડીસી, નોટિફાઈડ, સરીગામ સહિતના વિસ્તારનાં ટીમો લાશ્કરોએ આગ કાબુમાં લીધી હતી. આ આગ શોર્ટ સરકિટના કારણે લાગી હોવાનું હાલ અનુમાન લગાવવામાં આવી રહ્યું છે. ઘટનાને પગલે ફાયર વિભાગ અને પોલીસ પણ દોડી ગઈ — [387, 265, 622, 470]
pistol-headline-2: જીવતા કારતુસ સાથે યુવાન પકડાયો — [651, 132, 979, 159]
rupee-kicker: ભારતમાં ફુગાવો ઘટતાં હવે વ્યાજ દર ઘટવાની શક્યતા વધી — [84, 1561, 635, 1588]
